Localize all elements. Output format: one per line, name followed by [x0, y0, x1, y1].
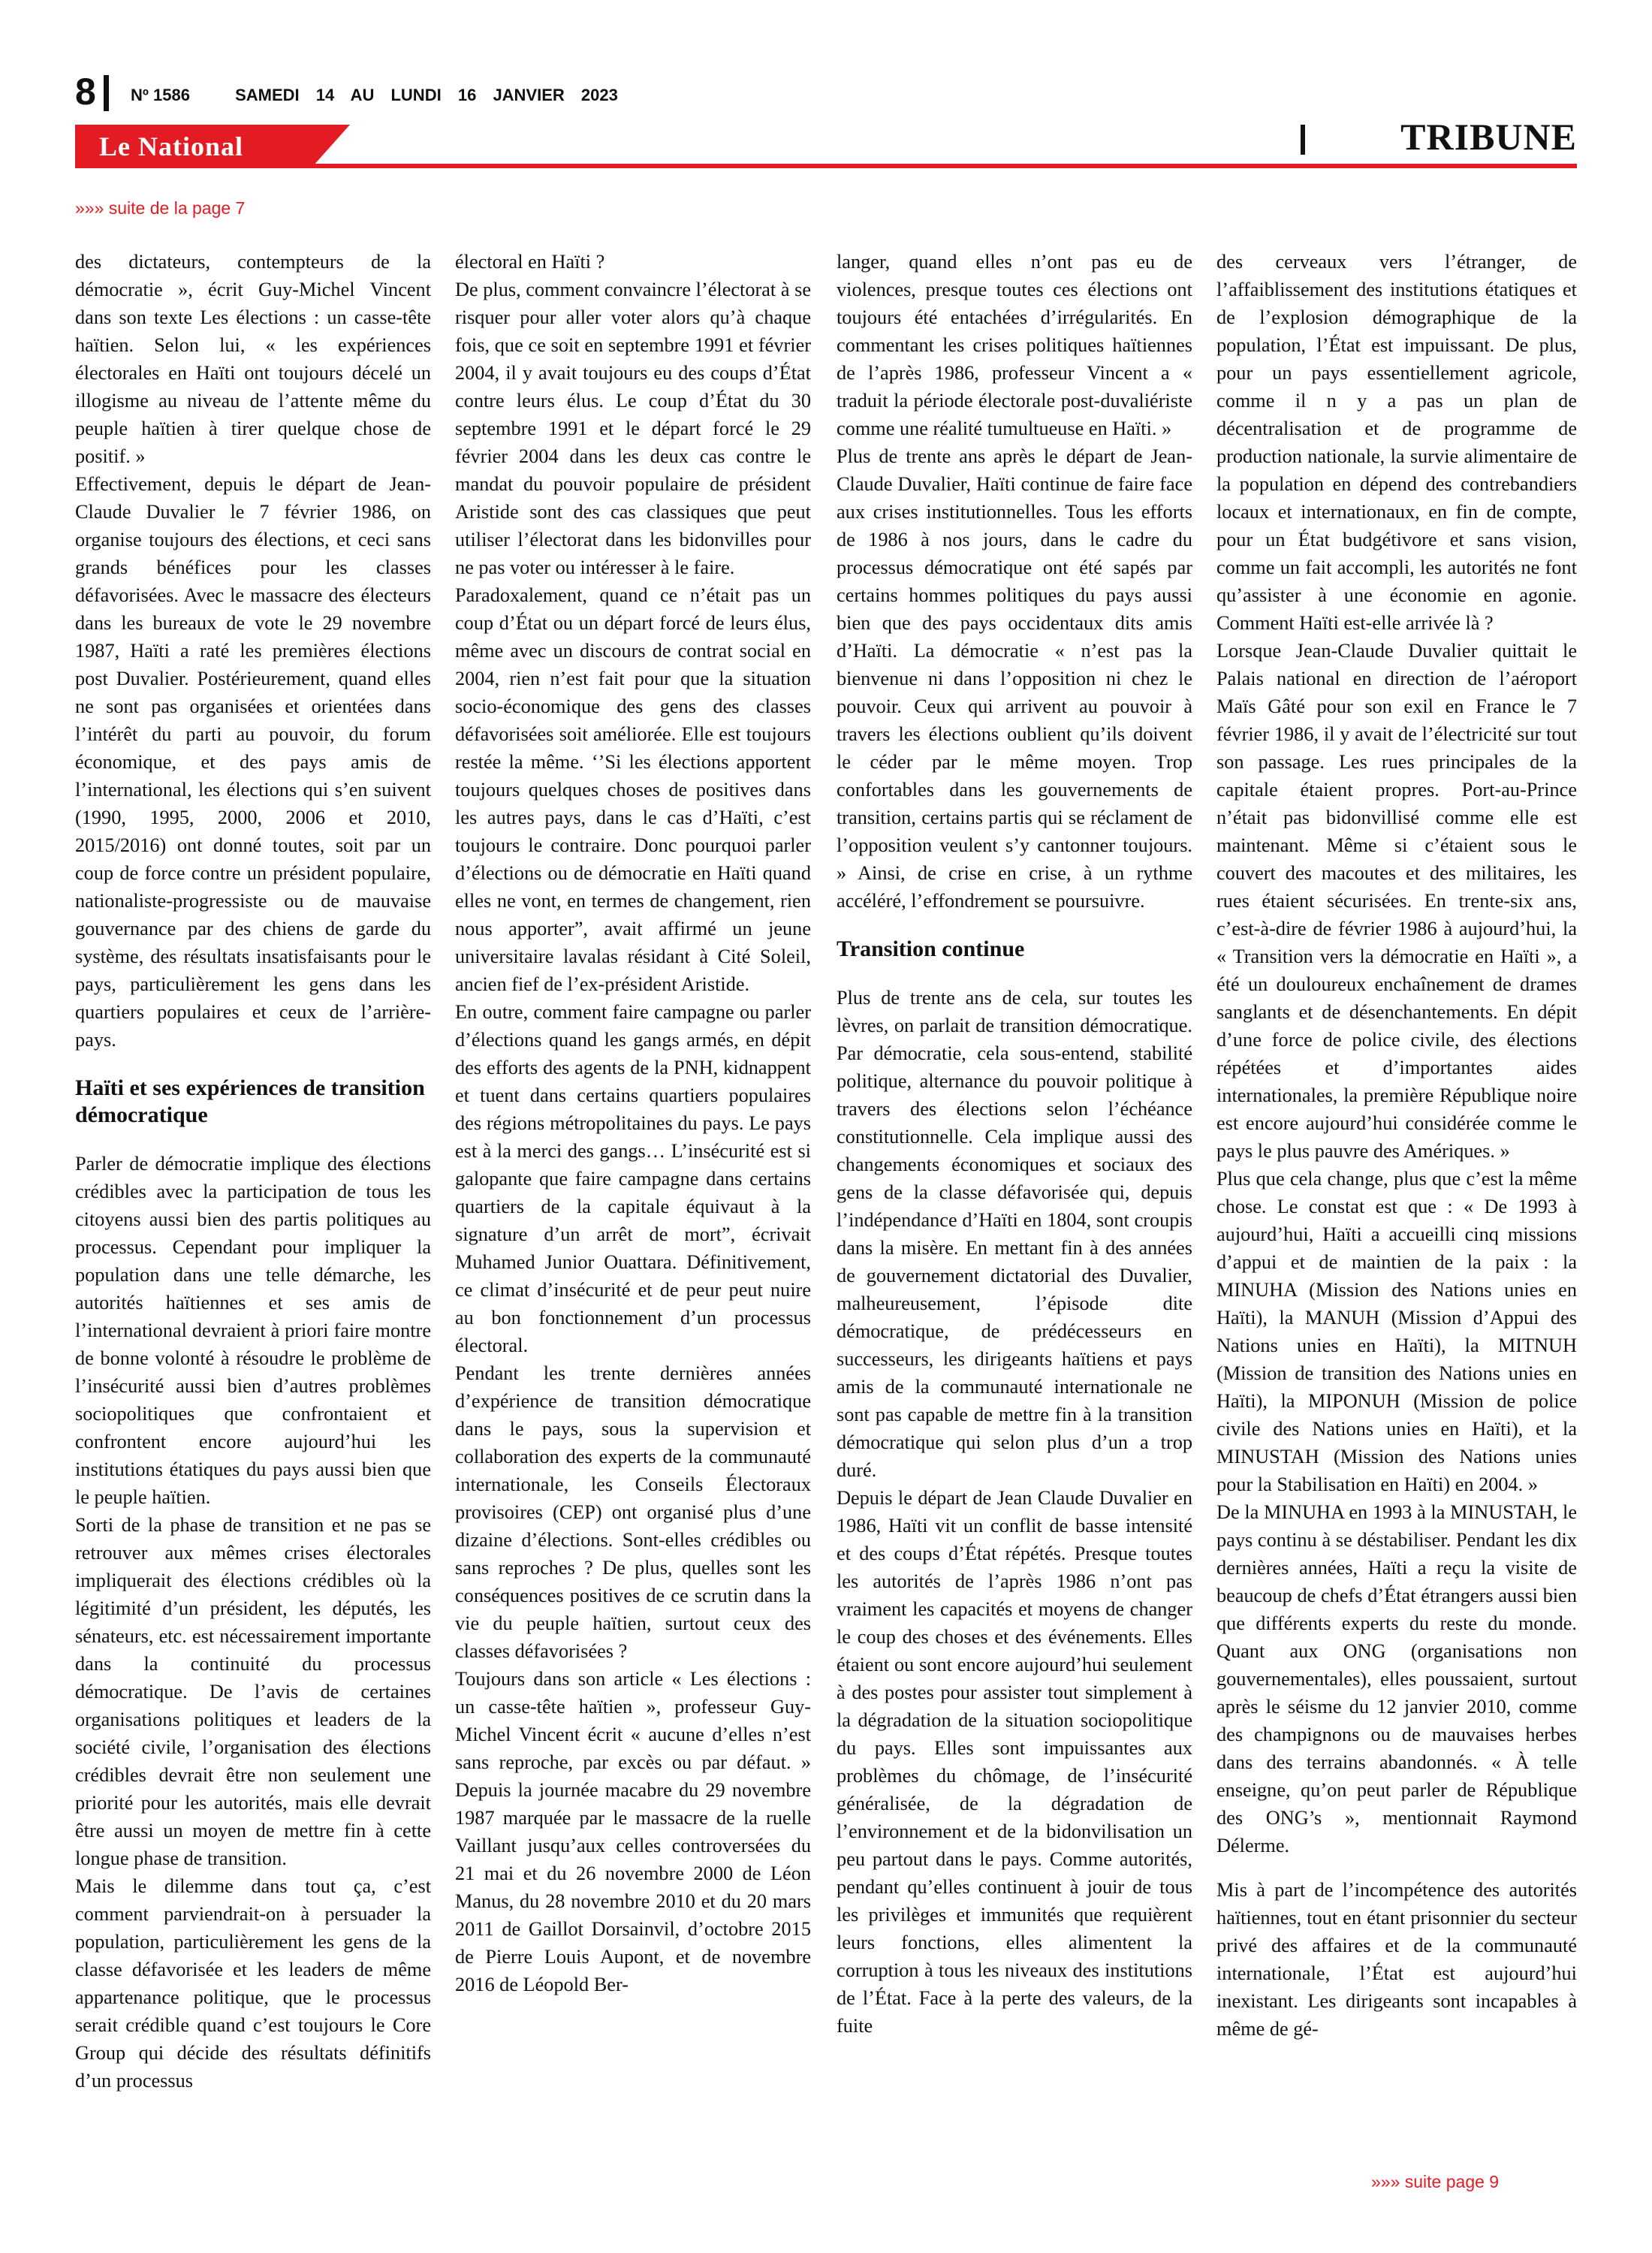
paragraph: des dictateurs, contempteurs de la démocratie », écrit Guy-Michel Vincent dans son texte Les élections : un casse-tête haïtien. Selon lui, « les expériences électorales en Haïti ont toujours décelé un illogisme au niveau de l’attente même du peuple haïtien à tirer quelque chose de positif. »: [75, 251, 431, 467]
paragraph: De plus, comment convaincre l’électorat à se risquer pour aller voter alors qu’à chaque fois, que ce soit en septembre 1991 et février 2004, il y avait toujours eu des coups d’État contre leurs élus. Le coup d’État du 30 septembre 1991 et le départ forcé le 29 février 2004 dans les deux cas contre le mandat du pouvoir populaire de président Aristide sont des cas classiques que peut utiliser l’électorat dans les bidonvilles pour ne pas voter ou intéresser à le faire.: [455, 279, 811, 578]
date-word: 2023: [580, 86, 618, 104]
article-column-1: [75, 248, 431, 2095]
paragraph: En outre, comment faire campagne ou parler d’élections quand les gangs armés, en dépit des efforts des agents de la PNH, kidnappent et tuent dans certains quartiers populaires des régions métropolitaines du pays. Le pays est à la merci des gangs… L’insécurité est si galopante que faire campagne dans certains quartiers de la capitale équivaut à la signature d’un arrêt de mort”, écrivait Muhamed Junior Ouattara. Définitivement, ce climat d’insécurité et de peur peut nuire au bon fonctionnement d’un processus électoral.: [455, 1001, 811, 1356]
issue-date-line: [131, 84, 630, 107]
paragraph: Plus que cela change, plus que c’est la même chose. Le constat est que : « De 1993 à aujourd’hui, Haïti a accueilli cinq missions d’appui et de maintien de la paix : la MINUHA (Mission des Nations unies en Haïti), la MANUH (Mission d’Appui des Nations unies en Haïti), la MITNUH (Mission de transition des Nations unies en Haïti), la MIPONUH (Mission de police civile des Nations unies en Haïti), et la MINUSTAH (Mission des Nations unies pour la Stabilisation en Haïti) en 2004. »: [1216, 1168, 1577, 1495]
date-word: JANVIER: [493, 86, 565, 104]
paragraph: Parler de démocratie implique des élections crédibles avec la participation de tous les citoyens aussi bien des partis politiques au processus. Cependant pour impliquer la population dans une telle démarche, les autorités haïtiennes et ses amis de l’international devraient à priori faire montre de bonne volonté à résoudre le problème de l’insécurité aussi bien d’autres problèmes sociopolitiques que confrontaient et confrontent encore aujourd’hui les institutions étatiques du pays aussi bien que le peuple haïtien.: [75, 1153, 431, 1508]
subheading: Haïti et ses expériences de transition démocratique: [75, 1075, 425, 1127]
header-rule: [75, 164, 1577, 168]
paragraph: Depuis le départ de Jean Claude Duvalier en 1986, Haïti vit un conflit de basse intensité et des coups d’État répétés. Presque toutes les autorités de l’après 1986 n’ont pas vraiment les capacités et moyens de changer le coup des choses et des événements. Elles étaient ou sont encore aujourd’hui seulement à des postes pour assister tout simplement à la dégradation de la situation sociopolitique du pays. Elles sont impuissantes aux problèmes du chômage, de l’insécurité généralisée, de la dégradation de l’environnement et de la bidonvilisation un peu partout dans le pays. Comme autorités, pendant qu’elles continuent à jouir de tous les privilèges et immunités que requièrent leurs fonctions, elles alimentent la corruption à tous les niveaux des institutions de l’État. Face à la perte des valeurs, de la fuite: [837, 1487, 1192, 2037]
paragraph: Mais le dilemme dans tout ça, c’est comment parviendrait-on à persuader la population, particulièrement les gens de la classe défavorisée et les leaders de même appartenance politique, que le processus serait crédible quand c’est toujours le Core Group qui décide des résultats définitifs d’un processus: [75, 1875, 431, 2092]
article-column-3: [837, 248, 1192, 2040]
paragraph: De la MINUHA en 1993 à la MINUSTAH, le pays continu à se déstabiliser. Pendant les dix dernières années, Haïti a reçu la visite de beaucoup de chefs d’État étrangers aussi bien que différents experts du reste du monde. Quant aux ONG (organisations non gouvernementales), elles poussaient, surtout après le séisme du 12 janvier 2010, comme des champignons ou de mauvaises herbes dans des terrains abandonnés. « À telle enseigne, qu’on peut parler de République des ONG’s », mentionnait Raymond Délerme.: [1216, 1501, 1577, 1856]
paragraph: Plus de trente ans de cela, sur toutes les lèvres, on parlait de transition démocratique. Par démocratie, cela sous-entend, stabilité politique, alternance du pouvoir politique à travers des élections selon l’échéance constitutionnelle. Cela implique aussi des changements économiques et sociaux des gens de la classe défavorisée qui, depuis l’indépendance d’Haïti en 1804, sont croupis dans la misère. En mettant fin à des années de gouvernement dictatorial des Duvalier, malheureusement, l’épisode dite démocratique, de prédécesseurs en successeurs, les dirigeants haïtiens et pays amis de la communauté internationale ne sont pas capable de mettre fin à la transition démocratique qui selon plus d’un a trop duré.: [837, 987, 1192, 1481]
paragraph: Sorti de la phase de transition et ne pas se retrouver aux mêmes crises électorales impliquerait des élections crédibles où la légitimité d’un président, les députés, les sénateurs, etc. est nécessairement importante dans la continuité du processus démocratique. De l’avis de certaines organisations politiques et leaders de la société civile, l’organisation des élections crédibles devrait être non seulement une priorité pour les autorités, mais elle devrait être aussi un moyen de mettre fin à cette longue phase de transition.: [75, 1514, 431, 1869]
paragraph: Mis à part de l’incompétence des autorités haïtiennes, tout en étant prisonnier du secteur privé des affaires et de la communauté internationale, l’État est aujourd’hui inexistant. Les dirigeants sont incapables à même de gé-: [1216, 1879, 1577, 2040]
section-title: TRIBUNE: [1400, 116, 1577, 158]
paragraph: Paradoxalement, quand ce n’était pas un coup d’État ou un départ forcé de leurs élus, même avec un discours de contrat social en 2004, rien n’est fait pour que la situation socio-économique des gens des classes défavorisées soit améliorée. Elle est toujours restée la même. ‘’Si les élections apportent toujours quelques choses de positives dans les autres pays, dans le cas d’Haïti, c’est toujours le contraire. Donc pourquoi parler d’élections ou de démocratie en Haïti quand elles ne vont, en termes de changement, rien nous apporter”, avait affirmé un jeune universitaire lavalas résidant à Cité Soleil, ancien fief de l’ex-président Aristide.: [455, 584, 811, 995]
continued-from-link[interactable]: »»» suite de la page 7: [75, 198, 246, 218]
date-word: 16: [457, 86, 477, 104]
continued-to-link[interactable]: »»» suite page 9: [1371, 2172, 1500, 2191]
issue-number: Nº 1586: [131, 86, 190, 104]
paragraph: Toujours dans son article « Les élections : un casse-tête haïtien », professeur Guy-Michel Vincent écrit « aucune d’elles n’est sans reproche, par excès ou par défaut. » Depuis la journée macabre du 29 novembre 1987 marquée par le massacre de la ruelle Vaillant jusqu’aux celles controversées du 21 mai et du 26 novembre 2000 de Léon Manus, du 28 novembre 2010 et du 20 mars 2011 de Gaillot Dorsainvil, d’octobre 2015 de Pierre Louis Aupont, et de novembre 2016 de Léopold Ber-: [455, 1668, 811, 1995]
section-divider: [1301, 125, 1305, 155]
masthead-title: Le National: [99, 131, 244, 161]
article-column-4: [1216, 248, 1577, 2043]
paragraph: langer, quand elles n’ont pas eu de violences, presque toutes ces élections ont toujours été entachées d’irrégularités. En commentant les crises politiques haïtiennes de l’après 1986, professeur Vincent a « traduit la période électorale post-duvaliériste comme une réalité tumultueuse en Haïti. »: [837, 251, 1192, 439]
paragraph: Pendant les trente dernières années d’expérience de transition démocratique dans le pays, sous la supervision et collaboration des experts de la communauté internationale, les Conseils Électoraux provisoires (CEP) ont organisé plus d’une dizaine d’élections. Sont-elles crédibles ou sans reproches ? De plus, quelles sont les conséquences positives de ce scrutin dans la vie du peuple haïtien, surtout ceux des classes défavorisées ?: [455, 1362, 811, 1662]
date-word: AU: [350, 86, 375, 104]
header-divider: [104, 75, 109, 111]
subheading: Transition continue: [837, 936, 1025, 961]
article-column-2: [455, 248, 811, 1998]
date-word: SAMEDI: [235, 86, 300, 104]
paragraph: Lorsque Jean-Claude Duvalier quittait le Palais national en direction de l’aéroport Maïs Gâté pour son exil en France le 7 février 1986, il y avait de l’électricité sur tout son passage. Les rues principales de la capitale étaient propres. Port-au-Prince n’était pas bidonvillisé comme elle est maintenant. Même si c’étaient sous le couvert des macoutes et des militaires, les rues étaient sécurisées. En trente-six ans, c’est-à-dire de février 1986 à aujourd’hui, la « Transition vers la démocratie en Haïti », a été un douloureux enchaînement de drames sanglants et de désenchantements. En dépit d’une force de police civile, des élections répétées et d’importantes aides internationales, la première République noire est encore aujourd’hui considérée comme le pays le plus pauvre des Amériques. »: [1216, 640, 1577, 1162]
paragraph: Effectivement, depuis le départ de Jean-Claude Duvalier le 7 février 1986, on organise toujours des élections, et ceci sans grands bénéfices pour les classes défavorisées. Avec le massacre des électeurs dans les bureaux de vote le 29 novembre 1987, Haïti a raté les premières élections post Duvalier. Postérieurement, quand elles ne sont pas organisées et orientées dans l’intérêt du parti au pouvoir, du forum économique, et des pays amis de l’international, les élections qui s’en suivent (1990, 1995, 2000, 2006 et 2010, 2015/2016) ont donné toutes, soit par un coup de force contre un président populaire, nationaliste-progressiste ou de mauvaise gouvernance par des chiens de garde du système, des résultats insatisfaisants pour le pays, particulièrement les gens dans les quartiers populaires et ceux de l’arrière-pays.: [75, 473, 431, 1051]
paragraph: Plus de trente ans après le départ de Jean-Claude Duvalier, Haïti continue de faire face aux crises institutionnelles. Tous les efforts de 1986 à nos jours, dans le cadre du processus démocratique ont été sapés par certains hommes politiques du pays aussi bien que des pays occidentaux dits amis d’Haïti. La démocratie « n’est pas la bienvenue ni dans l’opposition ni chez le pouvoir. Ceux qui arrivent au pouvoir à travers les élections oublient qu’ils doivent le céder par le même moyen. Trop confortables dans les gouvernements de transition, certains partis qui se réclament de l’opposition veulent s’y cantonner toujours. » Ainsi, de crise en crise, à un rythme accéléré, l’effondrement se poursuivre.: [837, 445, 1192, 912]
paragraph: des cerveaux vers l’étranger, de l’affaiblissement des institutions étatiques et de l’explosion démographique de la population, l’État est impuissant. De plus, pour un pays essentiellement agricole, comme il n y a pas un plan de décentralisation et de programme de production nationale, la survie alimentaire de la population en dépend des contrebandiers locaux et internationaux, en fin de compte, pour un État budgétivore et sans vision, comme un fait accompli, les autorités ne font qu’assister à une économie en agonie. Comment Haïti est-elle arrivée là ?: [1216, 251, 1577, 634]
date-word: LUNDI: [390, 86, 442, 104]
page-number: 8: [75, 71, 96, 113]
paragraph: électoral en Haïti ?: [455, 251, 605, 273]
date-word: 14: [315, 86, 335, 104]
